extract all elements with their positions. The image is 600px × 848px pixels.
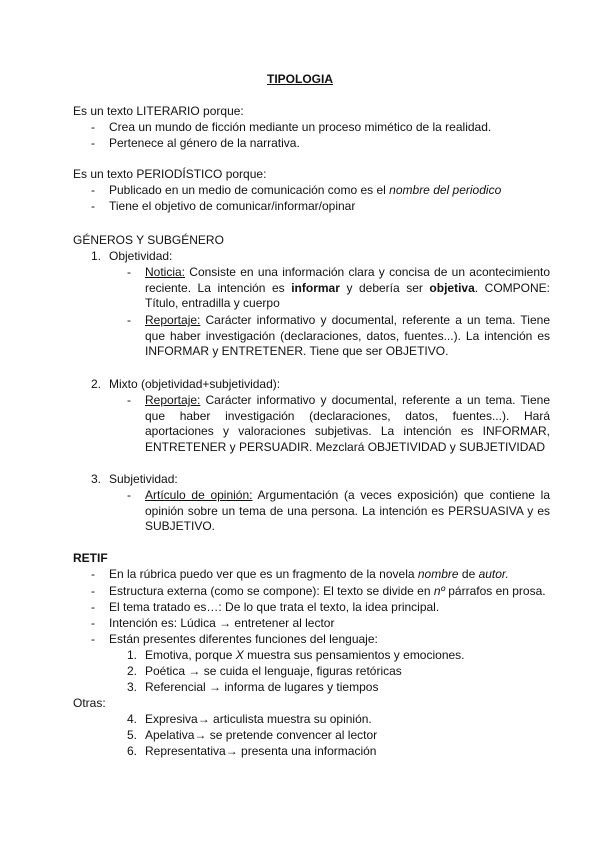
noticia-paragraph <box>145 265 550 312</box>
bullet-dash: - <box>91 632 95 646</box>
periodistico-item <box>109 183 501 198</box>
reportaje-paragraph <box>145 313 550 360</box>
articulo-term: Artículo de opinión: <box>145 488 253 502</box>
retif-item-text: Estructura externa (como se compone): El texto se divide en <box>109 584 434 598</box>
bullet-dash: - <box>91 120 95 134</box>
reportaje-term: Reportaje: <box>145 393 201 407</box>
retif-item: Intención es: Lúdica → entretener al lector <box>109 616 335 630</box>
bullet-dash: - <box>127 313 131 327</box>
funcion-text: muestra sus pensamientos y emociones. <box>243 648 465 662</box>
articulo-paragraph <box>145 488 550 535</box>
periodistico-item: Tiene el objetivo de comunicar/informar/opinar <box>109 199 356 213</box>
group-label: Subjetividad: <box>109 472 178 486</box>
retif-item-italic: autor. <box>478 567 509 581</box>
bullet-dash: - <box>91 136 95 150</box>
reportaje-term: Reportaje: <box>145 313 201 327</box>
funcion-number: 1. <box>127 648 138 662</box>
noticia-term: Noticia: <box>145 265 186 279</box>
reportaje-text: Carácter informativo y documental, referente a un tema. Tiene que haber investigación (declaraciones, datos, fuentes...). La intención es INFORMAR y ENTRETENER. Tiene que ser OBJETIVO. <box>145 313 550 359</box>
bullet-dash: - <box>91 183 95 197</box>
group-label: Mixto (objetividad+subjetividad): <box>109 377 281 391</box>
articulo-text: Argumentación (a veces exposición) que contiene la opinión sobre un tema de una persona. La intención es PERSUASIVA y es SUBJETIVO. <box>145 488 550 534</box>
funcion-italic: X <box>235 648 244 662</box>
bullet-dash: - <box>127 393 131 407</box>
retif-item-italic: nº <box>433 584 445 598</box>
bullet-dash: - <box>91 600 95 614</box>
retif-item-text: párrafos en prosa. <box>444 584 546 598</box>
funcion-item: Expresiva→ articulista muestra su opinión. <box>145 712 372 726</box>
reportaje-mixto-paragraph <box>145 393 550 455</box>
funcion-number: 2. <box>127 664 138 678</box>
funcion-number: 4. <box>127 712 138 726</box>
bullet-dash: - <box>91 616 95 630</box>
group-number: 3. <box>91 472 102 486</box>
funcion-number: 6. <box>127 744 138 758</box>
funcion-item: Representativa→ presenta una información <box>145 744 377 758</box>
document-title: TIPOLOGIA <box>267 72 333 86</box>
literario-item: Pertenece al género de la narrativa. <box>109 136 300 150</box>
noticia-text: y debería ser <box>339 280 430 295</box>
noticia-text: Consiste en una información clara y concisa de un acontecimiento reciente. La intención es <box>145 265 550 295</box>
bullet-dash: - <box>91 567 95 581</box>
generos-heading: GÉNEROS Y SUBGÉNERO <box>73 233 224 247</box>
bullet-dash: - <box>127 488 131 502</box>
noticia-bold: informar <box>291 280 340 295</box>
retif-item: El tema tratado es…: De lo que trata el texto, la idea principal. <box>109 600 440 614</box>
funcion-item: Apelativa→ se pretende convencer al lector <box>145 728 378 742</box>
periodistico-item-italic: nombre del periodico <box>389 183 502 197</box>
otras-heading: Otras: <box>73 696 106 710</box>
bullet-dash: - <box>127 265 131 279</box>
retif-heading: RETIF <box>73 551 108 565</box>
retif-item-italic: nombre <box>417 567 459 581</box>
funcion-item: Referencial → informa de lugares y tiempos <box>145 680 379 694</box>
noticia-text: . COMPONE: Título, entradilla y cuerpo <box>145 280 550 311</box>
funcion-text: Emotiva, porque <box>145 648 236 662</box>
periodistico-heading: Es un texto PERIODÍSTICO porque: <box>73 167 267 181</box>
funcion-item: Poética → se cuida el lenguaje, figuras retóricas <box>145 664 402 678</box>
retif-item-text: En la rúbrica puedo ver que es un fragmento de la novela <box>109 567 418 581</box>
group-number: 1. <box>91 249 102 263</box>
literario-heading: Es un texto LITERARIO porque: <box>73 104 244 118</box>
retif-item: Están presentes diferentes funciones del lenguaje: <box>109 632 378 646</box>
funcion-number: 3. <box>127 680 138 694</box>
noticia-bold: objetiva <box>429 280 475 295</box>
group-number: 2. <box>91 377 102 391</box>
retif-item <box>109 567 509 582</box>
funcion-item <box>145 648 465 663</box>
reportaje-text: Carácter informativo y documental, referente a un tema. Tiene que haber investigación (declaraciones, datos, fuentes...). Hará aportaciones y valoraciones subjetivas. La intención es INFORMAR, ENTRETENER y PERSUADIR. Mezclará OBJETIVIDAD y SUBJETIVIDAD <box>145 393 550 454</box>
retif-item <box>109 584 546 599</box>
bullet-dash: - <box>91 199 95 213</box>
retif-item-text: de <box>458 567 479 581</box>
group-label: Objetividad: <box>109 249 173 263</box>
literario-item: Crea un mundo de ficción mediante un proceso mimético de la realidad. <box>109 120 492 134</box>
bullet-dash: - <box>91 584 95 598</box>
funcion-number: 5. <box>127 728 138 742</box>
periodistico-item-text: Publicado en un medio de comunicación como es el <box>109 183 390 197</box>
